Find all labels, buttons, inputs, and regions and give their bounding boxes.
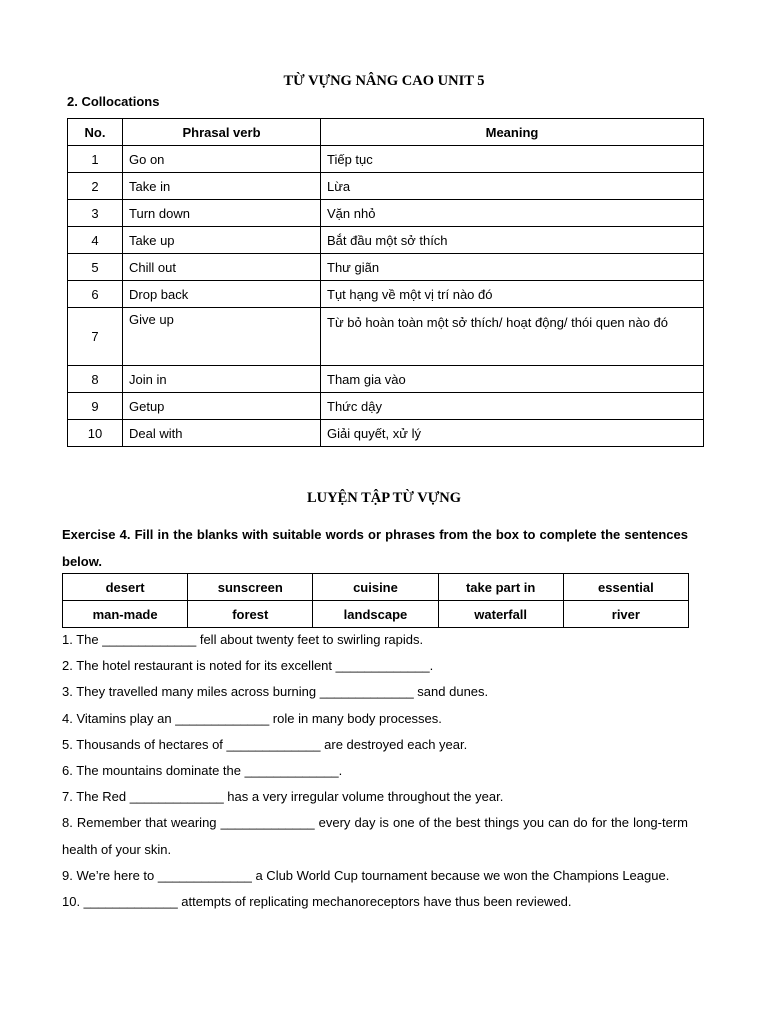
word-box-cell: cuisine <box>313 574 438 601</box>
sentence: 2. The hotel restaurant is noted for its excellent _____________. <box>62 658 434 674</box>
table-header-row <box>68 119 704 146</box>
word-box-cell: sunscreen <box>188 574 313 601</box>
row-number: 7 <box>68 308 123 366</box>
table-row <box>68 146 704 173</box>
phrasal-verb: Getup <box>123 393 321 420</box>
word-box-cell: man-made <box>63 601 188 628</box>
word-box-row <box>63 601 689 628</box>
meaning: Tham gia vào <box>321 366 704 393</box>
sentence: 1. The _____________ fell about twenty feet to swirling rapids. <box>62 632 424 647</box>
row-number: 10 <box>68 420 123 447</box>
word-box-cell: take part in <box>438 574 563 601</box>
word-box-cell: landscape <box>313 601 438 628</box>
table-row <box>68 308 704 366</box>
exercise-sentences <box>62 627 688 915</box>
meaning: Tiếp tục <box>321 146 704 173</box>
word-box-row <box>63 574 689 601</box>
collocations-table <box>67 118 704 447</box>
meaning: Vặn nhỏ <box>321 200 704 227</box>
sentence: 9. We’re here to _____________ a Club World Cup tournament because we won the Champions League. <box>62 867 670 883</box>
phrasal-verb: Give up <box>123 308 321 366</box>
phrasal-verb: Chill out <box>123 254 321 281</box>
header-no: No. <box>68 119 123 146</box>
table-row <box>68 281 704 308</box>
word-box <box>62 573 689 628</box>
table-row <box>68 254 704 281</box>
row-number: 5 <box>68 254 123 281</box>
section-heading: 2. Collocations <box>67 94 160 109</box>
header-phrasal-verb: Phrasal verb <box>123 119 321 146</box>
table-row <box>68 227 704 254</box>
sentence: 4. Vitamins play an _____________ role in many body processes. <box>62 710 442 726</box>
sentence: 3. They travelled many miles across burning _____________ sand dunes. <box>62 684 489 700</box>
meaning: Bắt đầu một sở thích <box>321 227 704 254</box>
row-number: 2 <box>68 173 123 200</box>
phrasal-verb: Join in <box>123 366 321 393</box>
practice-title: LUYỆN TẬP TỪ VỰNG <box>306 490 462 506</box>
word-box-cell: river <box>563 601 688 628</box>
phrasal-verb: Take in <box>123 173 321 200</box>
table-row <box>68 173 704 200</box>
row-number: 8 <box>68 366 123 393</box>
sentence: 8. Remember that wearing _____________ every day is one of the best things you can do for the long-term health of your skin. <box>62 815 688 857</box>
row-number: 3 <box>68 200 123 227</box>
table-row <box>68 366 704 393</box>
word-box-cell: desert <box>63 574 188 601</box>
sentence: 5. Thousands of hectares of _____________ are destroyed each year. <box>62 736 468 752</box>
sentence: 6. The mountains dominate the _____________. <box>62 763 343 779</box>
word-box-cell: forest <box>188 601 313 628</box>
phrasal-verb: Deal with <box>123 420 321 447</box>
row-number: 1 <box>68 146 123 173</box>
row-number: 4 <box>68 227 123 254</box>
meaning: Thức dậy <box>321 393 704 420</box>
phrasal-verb: Take up <box>123 227 321 254</box>
meaning: Lừa <box>321 173 704 200</box>
header-meaning: Meaning <box>321 119 704 146</box>
phrasal-verb: Drop back <box>123 281 321 308</box>
document-title: TỪ VỰNG NÂNG CAO UNIT 5 <box>283 73 485 89</box>
phrasal-verb: Go on <box>123 146 321 173</box>
meaning: Từ bỏ hoàn toàn một sở thích/ hoạt động/ thói quen nào đó <box>321 308 704 366</box>
word-box-cell: essential <box>563 574 688 601</box>
row-number: 9 <box>68 393 123 420</box>
sentence: 7. The Red _____________ has a very irregular volume throughout the year. <box>62 789 504 805</box>
meaning: Tụt hạng về một vị trí nào đó <box>321 281 704 308</box>
exercise-instruction: Exercise 4. Fill in the blanks with suitable words or phrases from the box to complete the sentences below. <box>62 527 688 569</box>
table-row <box>68 200 704 227</box>
meaning: Thư giãn <box>321 254 704 281</box>
word-box-cell: waterfall <box>438 601 563 628</box>
row-number: 6 <box>68 281 123 308</box>
table-row <box>68 420 704 447</box>
phrasal-verb: Turn down <box>123 200 321 227</box>
table-row <box>68 393 704 420</box>
meaning: Giải quyết, xử lý <box>321 420 704 447</box>
sentence: 10. _____________ attempts of replicating mechanoreceptors have thus been reviewed. <box>62 894 572 910</box>
